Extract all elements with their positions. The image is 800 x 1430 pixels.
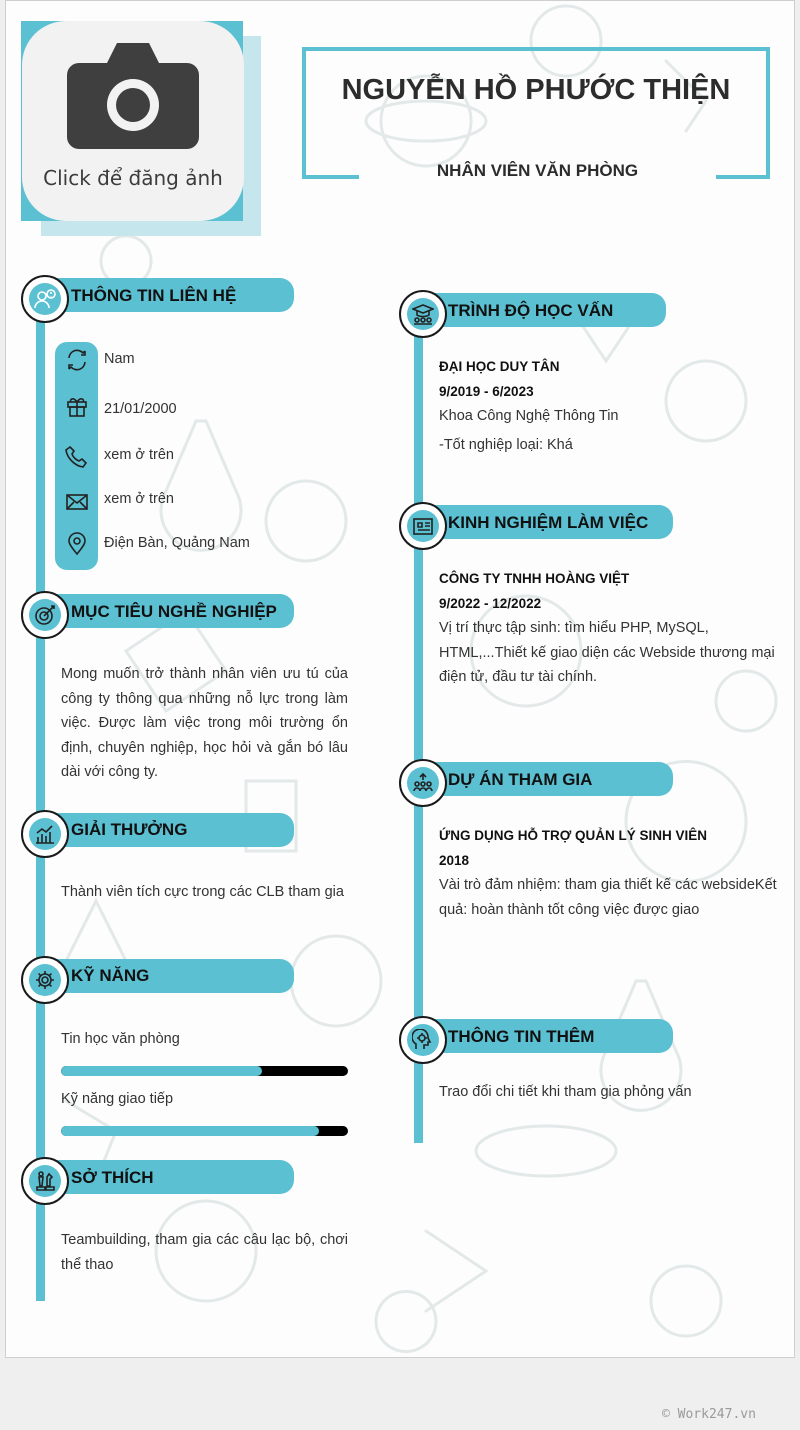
contact-email: xem ở trên [104,491,174,507]
experience-description: Vị trí thực tập sinh: tìm hiểu PHP, MySQL, HTML,...Thiết kế giao diện các Webside thương mại điện tử, đầu tư tài chính. [439,620,775,685]
gender-icon [65,348,89,372]
name-frame-corner-right [716,175,770,179]
section-badge [399,290,447,338]
contact-phone: xem ở trên [104,447,174,463]
gear-icon [34,969,56,991]
section-title: MỤC TIÊU NGHỀ NGHIỆP [71,602,277,621]
briefcase-icon [412,515,434,537]
section-badge [399,759,447,807]
section-title: KINH NGHIỆM LÀM VIỆC [448,513,649,532]
skill-bar-fill [61,1066,262,1076]
extra-text: Trao đổi chi tiết khi tham gia phỏng vấn [439,1084,692,1100]
hobbies-text: Teambuilding, tham gia các câu lạc bộ, chơi thể thao [61,1232,348,1273]
section-title: KỸ NĂNG [71,966,150,985]
project-name: ỨNG DỤNG HỖ TRỢ QUẢN LÝ SINH VIÊN [439,828,707,843]
target-icon [34,604,56,626]
full-name: NGUYỄN HỒ PHƯỚC THIỆN [341,74,731,106]
section-title: DỰ ÁN THAM GIA [448,770,593,789]
job-title: NHÂN VIÊN VĂN PHÒNG [436,161,639,180]
name-frame [302,47,770,179]
section-title: THÔNG TIN THÊM [448,1027,595,1046]
watermark: © Work247.vn [662,1407,756,1422]
contact-icon [34,288,56,310]
section-title: TRÌNH ĐỘ HỌC VẤN [448,301,614,320]
photo-label: Click để đăng ảnh [43,166,223,190]
graduation-icon [412,303,434,325]
section-badge [21,591,69,639]
section-badge [399,1016,447,1064]
awards-text: Thành viên tích cực trong các CLB tham gia [61,884,344,900]
skill-bar [61,1126,348,1136]
skill-name: Kỹ năng giao tiếp [61,1091,174,1107]
section-badge [21,810,69,858]
education-school: ĐẠI HỌC DUY TÂN [439,359,560,374]
section-title: SỞ THÍCH [71,1168,154,1187]
chart-icon [34,823,56,845]
skill-name: Tin học văn phòng [61,1031,180,1047]
section-badge [399,502,447,550]
cv-page [5,0,795,1358]
phone-icon [65,445,89,469]
name-frame-corner-left [302,175,359,179]
project-description: Vài trò đảm nhiệm: tham gia thiết kế các websideKết quả: hoàn thành tốt công việc được giao [439,877,777,918]
experience-company: CÔNG TY TNHH HOÀNG VIỆT [439,571,630,586]
chess-icon [34,1170,56,1192]
project-year: 2018 [439,853,470,868]
education-period: 9/2019 - 6/2023 [439,384,534,399]
section-badge [21,275,69,323]
mail-icon [65,490,89,514]
section-title: THÔNG TIN LIÊN HỆ [71,286,237,305]
section-title: GIẢI THƯỞNG [71,820,188,839]
contact-icon-strip [55,342,98,570]
gift-icon [65,394,89,418]
section-badge [21,1157,69,1205]
location-icon [65,532,89,556]
left-timeline [36,299,45,1301]
experience-period: 9/2022 - 12/2022 [439,596,542,611]
education-major: Khoa Công Nghệ Thông Tin [439,408,619,424]
brain-icon [412,1029,434,1051]
contact-address: Điện Bàn, Quảng Nam [104,535,250,551]
section-badge [21,956,69,1004]
camera-icon [67,41,199,161]
skill-bar [61,1066,348,1076]
objective-text: Mong muốn trở thành nhân viên ưu tú của công ty thông qua những nỗ lực trong làm việc. Được làm việc trong môi trường ổn định, chuyên nghiệp, học hỏi và gắn bó lâu dài với công ty. [61,666,348,780]
skill-bar-fill [61,1126,319,1136]
contact-gender: Nam [104,351,135,367]
photo-upload[interactable] [22,21,244,221]
education-result: -Tốt nghiệp loại: Khá [439,437,573,453]
team-icon [412,772,434,794]
contact-birthday: 21/01/2000 [104,401,177,417]
